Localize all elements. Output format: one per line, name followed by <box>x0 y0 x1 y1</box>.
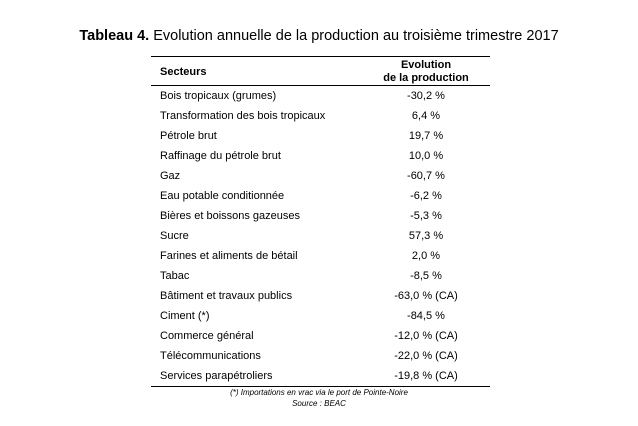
row-value: -19,8 % (CA) <box>394 370 458 382</box>
row-value: -22,0 % (CA) <box>394 350 458 362</box>
table-row <box>151 326 490 346</box>
row-value: -30,2 % <box>407 90 445 102</box>
row-value: -8,5 % <box>410 270 442 282</box>
row-value: -6,2 % <box>410 190 442 202</box>
table-row <box>151 266 490 286</box>
header-evolution-line1: Evolution <box>400 59 452 71</box>
row-value: -63,0 % (CA) <box>394 290 458 302</box>
row-sector: Eau potable conditionnée <box>160 190 285 202</box>
row-sector: Services parapétroliers <box>160 370 273 382</box>
row-sector: Transformation des bois tropicaux <box>160 110 326 122</box>
table-title: Evolution annuelle de la production au troisième trimestre 2017 <box>149 28 559 44</box>
row-value: 19,7 % <box>408 130 444 142</box>
production-table <box>151 56 490 387</box>
table-caption <box>0 27 638 45</box>
row-sector: Ciment (*) <box>160 310 210 322</box>
row-value: -84,5 % <box>407 310 445 322</box>
header-evolution <box>371 59 481 84</box>
row-sector: Farines et aliments de bétail <box>160 250 298 262</box>
table-row <box>151 86 490 106</box>
table-row <box>151 126 490 146</box>
row-sector: Télécommunications <box>160 350 261 362</box>
row-value: 10,0 % <box>408 150 444 162</box>
row-sector: Commerce général <box>160 330 254 342</box>
row-value: 2,0 % <box>411 250 441 262</box>
row-sector: Bâtiment et travaux publics <box>160 290 293 302</box>
row-sector: Tabac <box>160 270 190 282</box>
table-header <box>151 57 490 86</box>
row-sector: Gaz <box>160 170 181 182</box>
row-value: 6,4 % <box>411 110 441 122</box>
row-value: 57,3 % <box>408 230 444 242</box>
table-row <box>151 366 490 386</box>
table-number: Tableau 4. <box>79 28 150 44</box>
table-row <box>151 226 490 246</box>
table-row <box>151 146 490 166</box>
header-sectors: Secteurs <box>160 66 207 78</box>
table-row <box>151 246 490 266</box>
table-row <box>151 106 490 126</box>
row-value: -60,7 % <box>407 170 445 182</box>
row-sector: Pétrole brut <box>160 130 217 142</box>
row-value: -5,3 % <box>410 210 442 222</box>
table-notes <box>0 387 638 409</box>
table-row <box>151 166 490 186</box>
table-row <box>151 186 490 206</box>
footnote: (*) Importations en vrac via le port de Pointe-Noire <box>230 388 408 397</box>
row-sector: Bières et boissons gazeuses <box>160 210 301 222</box>
header-evolution-line2: de la production <box>383 71 469 84</box>
table-row <box>151 346 490 366</box>
row-value: -12,0 % (CA) <box>394 330 458 342</box>
table-row <box>151 306 490 326</box>
row-sector: Raffinage du pétrole brut <box>160 150 281 162</box>
table-body <box>151 86 490 387</box>
table-row <box>151 286 490 306</box>
row-sector: Sucre <box>160 230 189 242</box>
row-sector: Bois tropicaux (grumes) <box>160 90 277 102</box>
source-note: Source : BEAC <box>292 399 346 408</box>
table-row <box>151 206 490 226</box>
